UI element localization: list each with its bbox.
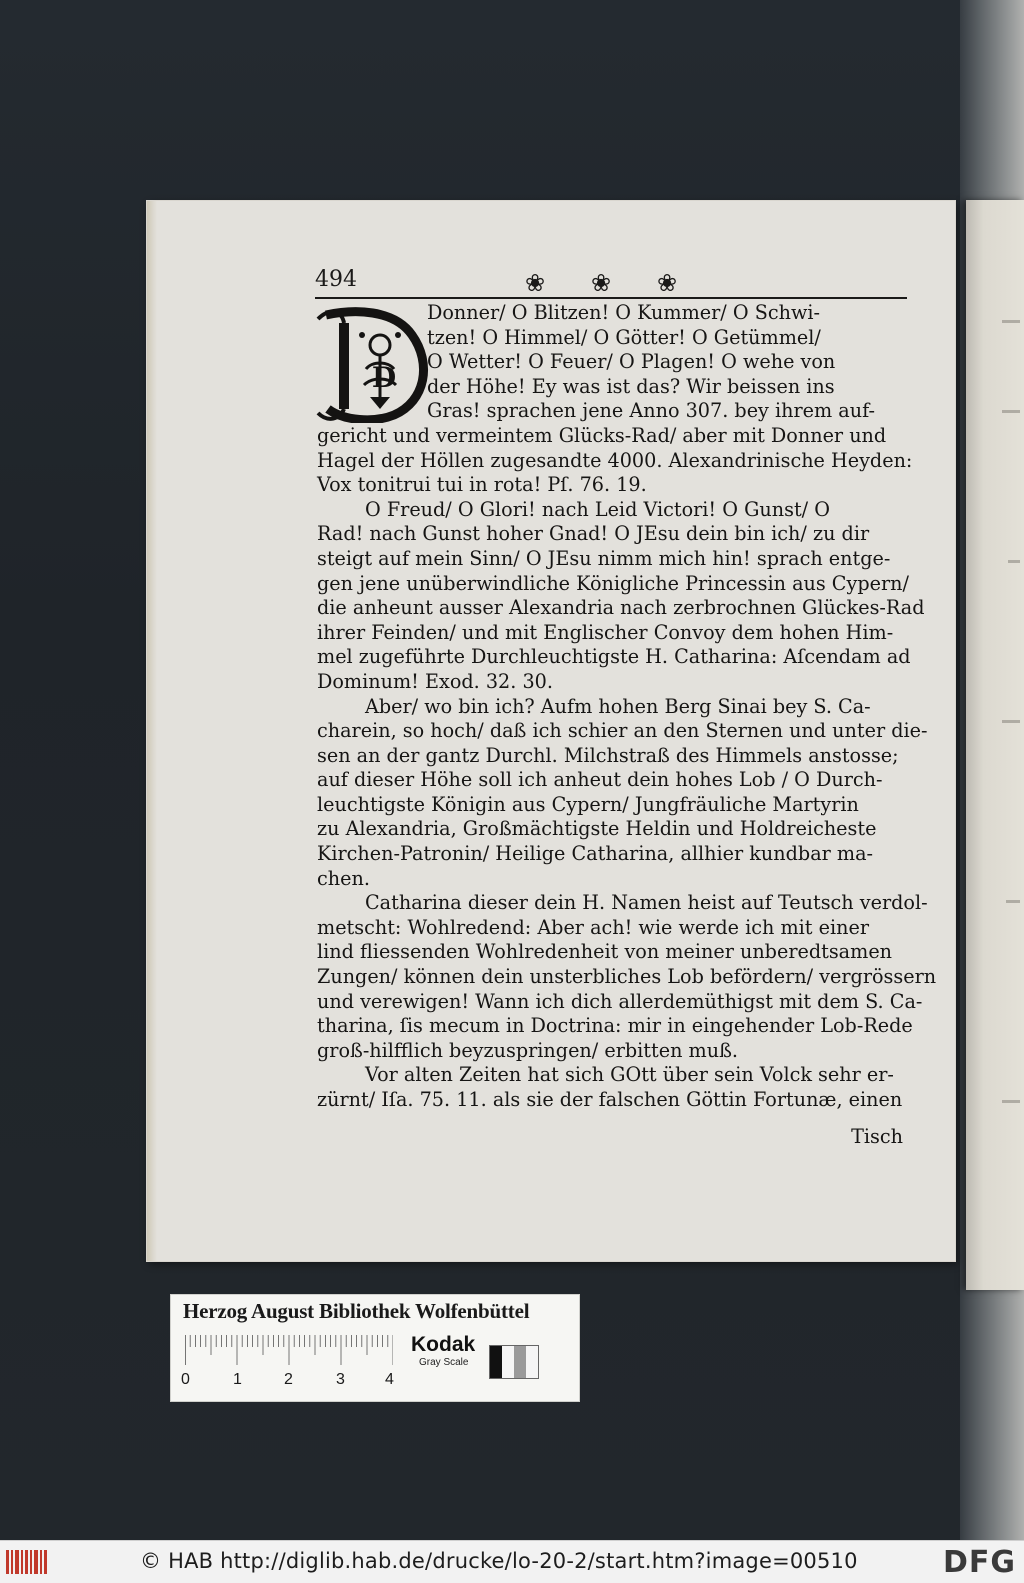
paragraph — [317, 694, 928, 892]
paragraph — [317, 1063, 901, 1112]
text-line: O Freud/ O Glori! nach Leid Victori! O Gunst/ O — [365, 497, 830, 521]
ruler-label: 4 — [385, 1371, 394, 1388]
text-line: O Wetter! O Feuer/ O Plagen! O wehe von — [427, 350, 836, 374]
ruler-label: 3 — [336, 1371, 345, 1388]
ornament-icon: ❀ — [657, 271, 678, 297]
ruler-label: 2 — [284, 1371, 293, 1388]
ornament-icon: ❀ — [525, 271, 546, 297]
book-page — [147, 201, 955, 1261]
text-line: Gras! sprachen jene Anno 307. bey ihrem auf- — [427, 399, 876, 423]
text-line: metscht: Wohlredend: Aber ach! wie werde ich mit einer — [317, 915, 869, 939]
body-text — [317, 301, 937, 1113]
text-line: Hagel der Höllen zugesandte 4000. Alexandrinische Heyden: — [317, 448, 913, 472]
text-line: zu Alexandria, Großmächtigste Heldin und Holdreicheste — [317, 817, 877, 841]
text-line: Catharina dieser dein H. Namen heist auf Teutsch verdol- — [365, 891, 928, 915]
header-rule — [315, 297, 907, 299]
page-number: 494 — [315, 267, 357, 292]
text-line: chen. — [317, 866, 370, 890]
text-line: charein, so hoch/ daß ich schier an den Sternen und unter die- — [317, 719, 928, 743]
barcode-icon — [6, 1550, 48, 1574]
gray-scale-label: Gray Scale — [419, 1357, 469, 1368]
text-line: leuchtigste Königin aus Cypern/ Jungfräuliche Martyrin — [317, 792, 859, 816]
text-line: Kirchen-Patronin/ Heilige Catharina, allhier kundbar ma- — [317, 842, 874, 866]
paragraph — [317, 891, 937, 1063]
text-line: steigt auf mein Sinn/ O JEsu nimm mich hin! sprach entge- — [317, 546, 891, 570]
text-line: sen an der gantz Durchl. Milchstraß des Himmels anstosse; — [317, 743, 899, 767]
text-line: ihrer Feinden/ und mit Englischer Convoy dem hohen Him- — [317, 620, 894, 644]
text-line: der Höhe! Ey was ist das? Wir beissen ins — [427, 374, 835, 398]
text-line: lind fliessenden Wohlredenheit von meiner unberedtsamen — [317, 940, 893, 964]
text-line: Dominum! Exod. 32. 30. — [317, 669, 553, 693]
catchword: Tisch — [851, 1125, 903, 1148]
text-line: Vox tonitrui tui in rota! Pſ. 76. 19. — [317, 473, 647, 497]
ruler-icon — [185, 1335, 393, 1365]
ruler-label: 1 — [233, 1371, 242, 1388]
ornament-icon: ❀ — [591, 271, 612, 297]
text-line: auf dieser Höhe soll ich anheut dein hohes Lob / O Durch- — [317, 768, 883, 792]
text-line: Rad! nach Gunst hoher Gnad! O JEsu dein bin ich/ zu dir — [317, 522, 870, 546]
text-line: Zungen/ können dein unsterbliches Lob befördern/ vergrössern — [317, 965, 937, 989]
paragraph — [317, 497, 925, 695]
text-line: groß-hilfflich beyzuspringen/ erbitten muß. — [317, 1038, 738, 1062]
paragraph — [317, 301, 913, 498]
page-header — [315, 267, 905, 297]
text-line: und verewigen! Wann ich dich allerdemüthigst mit dem S. Ca- — [317, 989, 923, 1013]
text-line: Donner/ O Blitzen! O Kummer/ O Schwi- — [427, 301, 820, 324]
text-line: zürnt/ Iſa. 75. 11. als sie der falschen Göttin Fortunæ, einen — [317, 1088, 903, 1111]
text-line: Vor alten Zeiten hat sich GOtt über sein Volck sehr er- — [365, 1063, 894, 1087]
library-name: Herzog August Bibliothek Wolfenbüttel — [183, 1299, 530, 1323]
text-line: gericht und vermeintem Glücks-Rad/ aber mit Donner und — [317, 423, 887, 447]
gray-scale-patches — [489, 1345, 539, 1379]
text-line: Aber/ wo bin ich? Aufm hohen Berg Sinai bey S. Ca- — [365, 694, 871, 718]
footer-bar — [0, 1540, 1024, 1583]
text-line: die anheunt ausser Alexandria nach zerbrochnen Glückes-Rad — [317, 596, 925, 620]
facing-page-edge — [966, 200, 1024, 1290]
text-line: tharina, ſis mecum in Doctrina: mir in eingehender Lob-Rede — [317, 1014, 913, 1038]
ruler-label: 0 — [181, 1371, 190, 1388]
text-line: tzen! O Himmel/ O Götter! O Getümmel/ — [427, 325, 821, 349]
drop-cap-letter: D — [371, 361, 397, 394]
text-line: gen jene unüberwindliche Königliche Princessin aus Cypern/ — [317, 571, 909, 595]
library-color-card — [170, 1294, 580, 1402]
dfg-logo: DFG — [942, 1545, 1016, 1580]
kodak-brand: Kodak — [411, 1333, 476, 1356]
text-line: mel zugeführte Durchleuchtigste H. Catharina: Aſcendam ad — [317, 645, 911, 669]
copyright-link[interactable]: © HAB http://diglib.hab.de/drucke/lo-20-2/start.htm?image=00510 — [140, 1549, 858, 1573]
